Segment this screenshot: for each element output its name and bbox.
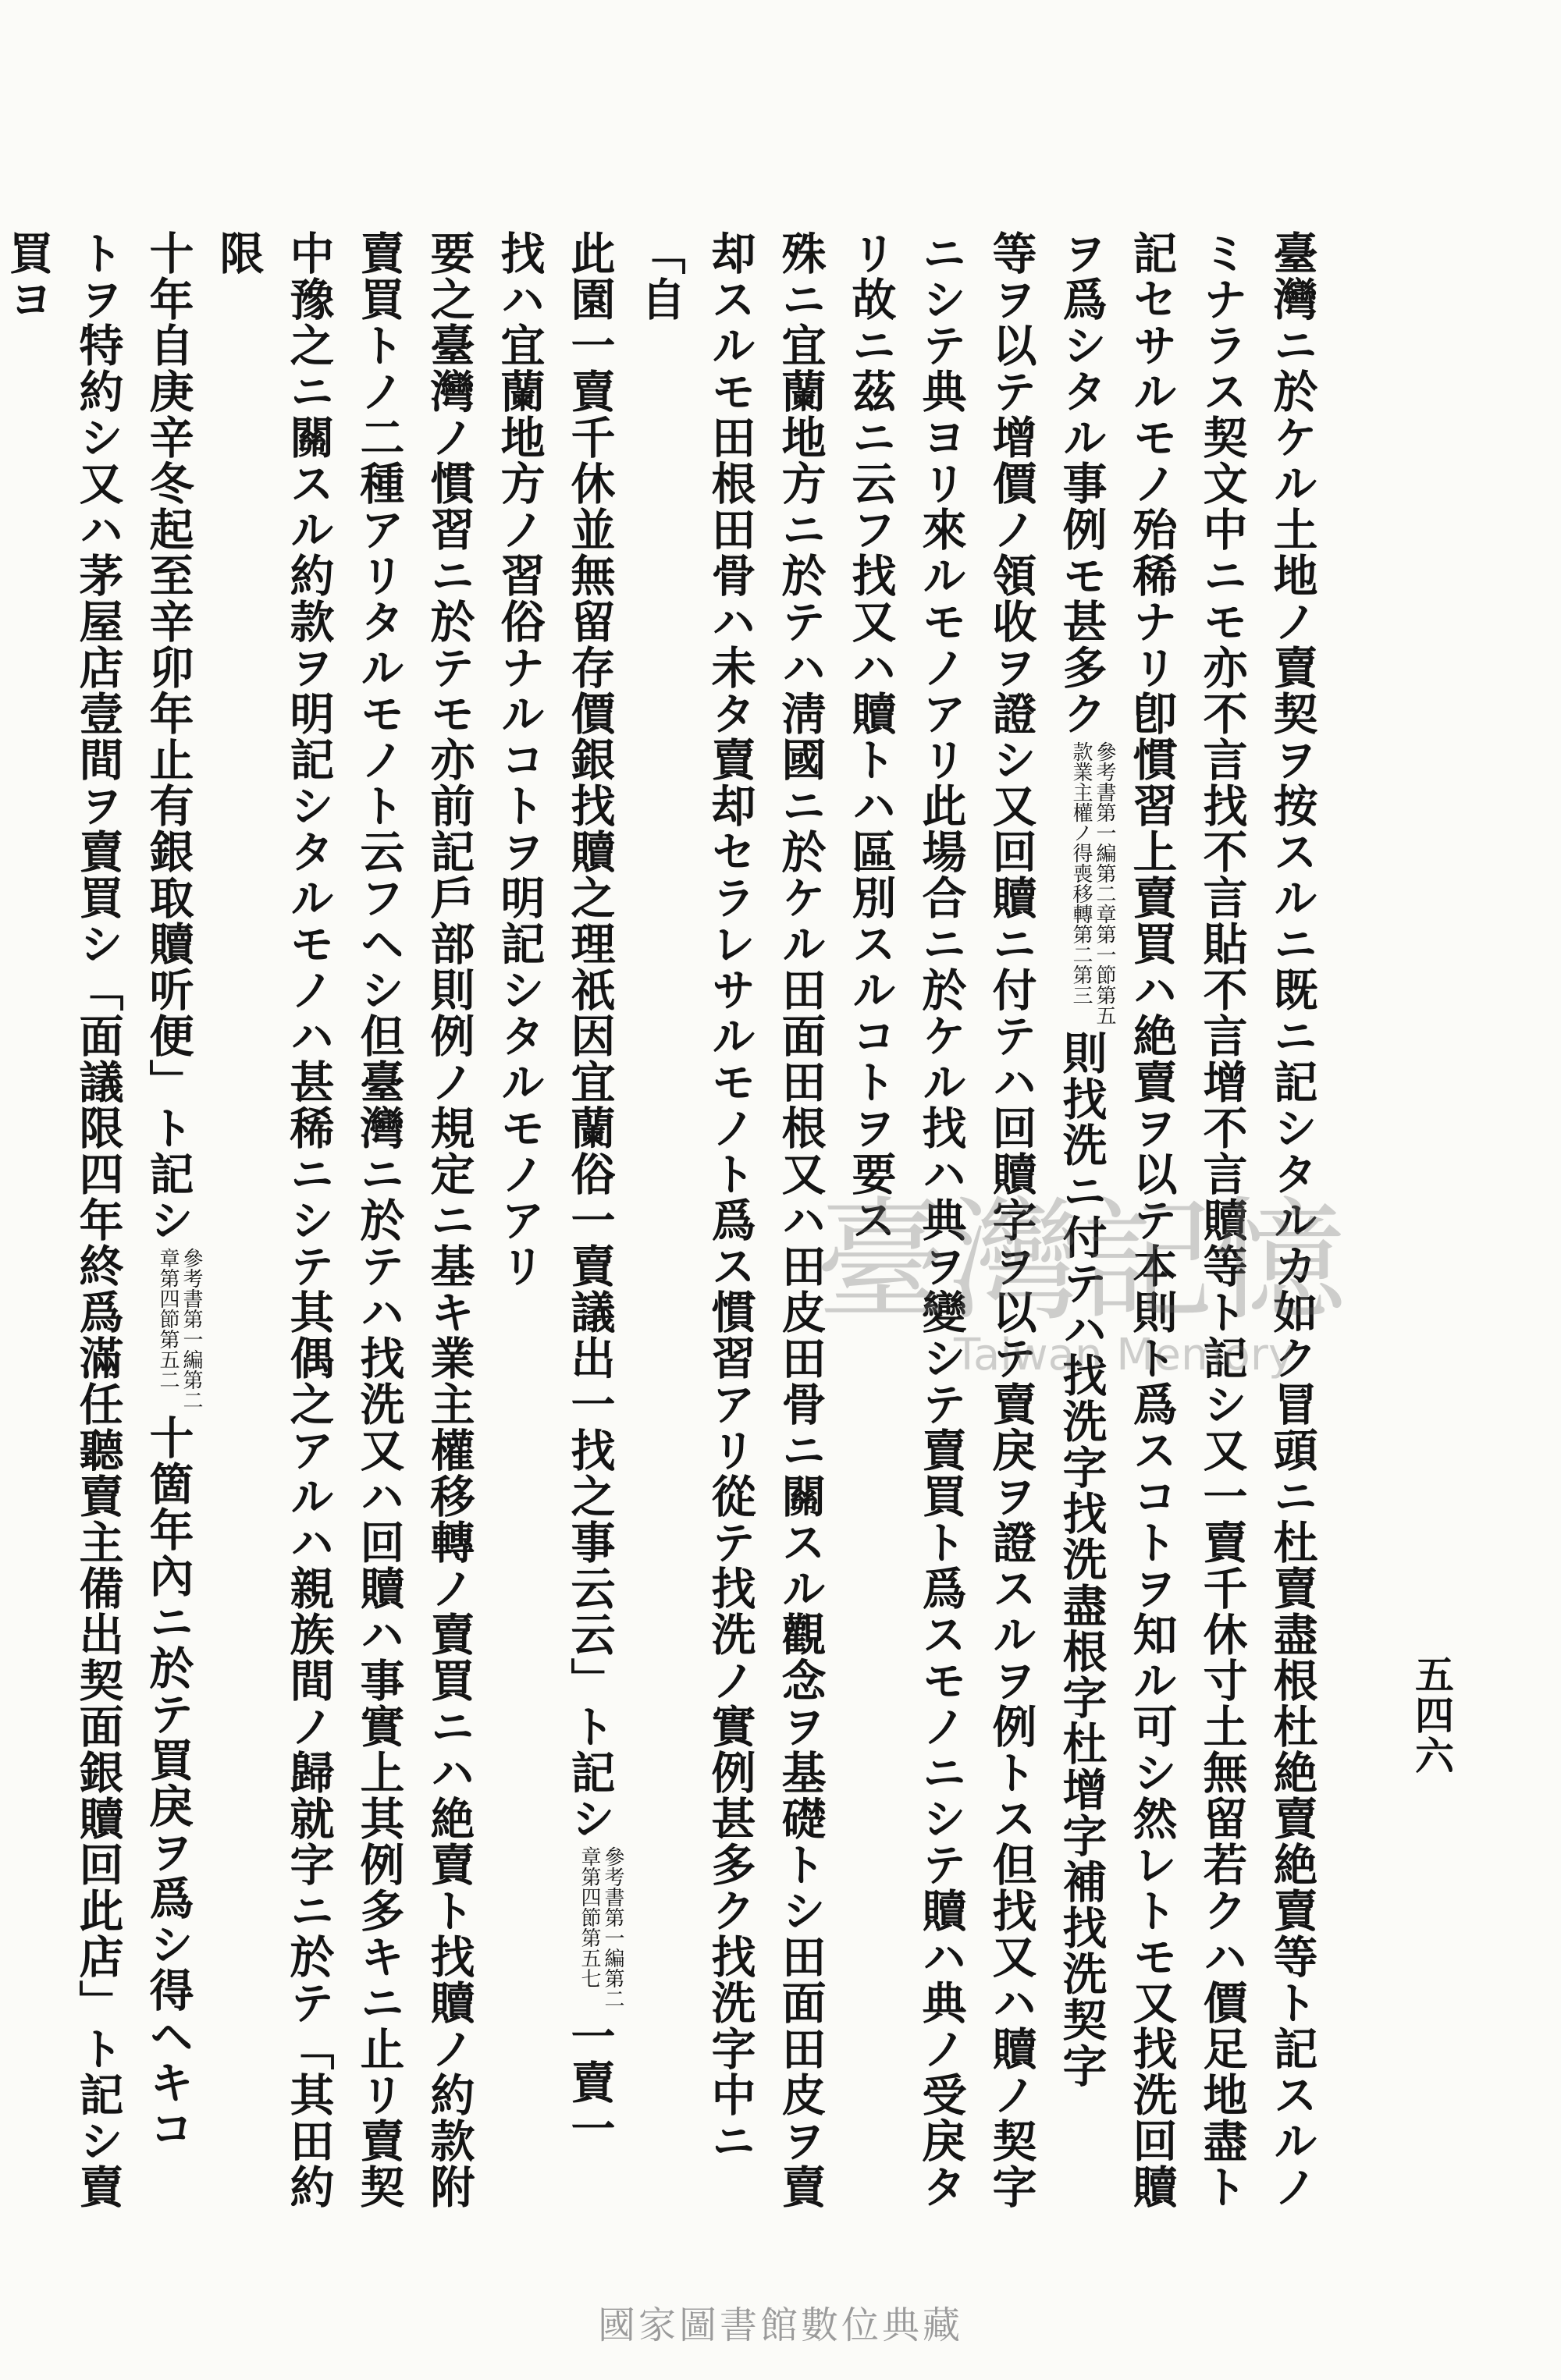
body-text <box>2 230 1327 2212</box>
text-line: 中豫之ニ關スル約款ヲ明記シタルモノハ甚稀ニシテ其偶之アルハ親族間ノ歸就字ニ於テ「其田約限 <box>212 230 335 2210</box>
text-line: 要之臺灣ノ慣習ニ於テモ亦前記戶部則例ノ規定ニ基キ業主權移轉ノ賣買ニハ絶賣ト找贖ノ約款附 <box>423 230 475 2210</box>
text-line: 臺灣ニ於ケル土地ノ賣契ヲ按スルニ既ニ記シタルカ如ク冒頭ニ杜賣盡根杜絶賣絶賣等ト記スルノ <box>1266 230 1318 2210</box>
text-line: リ故ニ茲ニ云フ找又ハ贖トハ區別スルコトヲ要ス <box>845 230 897 1243</box>
text-line: ニシテ典ヨリ來ルモノアリ此場合ニ於ケル找ハ典ヲ變シテ賣買ト爲スモノニシテ贖ハ典ノ受戾タ <box>915 230 967 2210</box>
text-line: 賣買トノ二種アリタルモノト云フヘシ但臺灣ニ於テハ找洗又ハ回贖ハ事實上其例多キニ止リ賣契 <box>353 230 405 2210</box>
text-line: ヲ爲シタル事例モ甚多ク 參考書第一編第二章第一節第五 款業主權ノ得喪移轉第二第三 則找洗ニ付テハ找洗字找洗盡根字杜增字補找洗契字 <box>1055 230 1116 2089</box>
text-line: 等ヲ以テ增價ノ領收ヲ證シ又回贖ニ付テハ回贖字ヲ以テ賣戾ヲ證スルヲ例トス但找又ハ贖ノ契字 <box>985 230 1037 2210</box>
text-line: 却スルモ田根田骨ハ未タ賣却セラレサルモノト爲ス慣習アリ從テ找洗ノ實例甚多ク找洗字中ニ「自 <box>634 230 756 2164</box>
reference-note: 參考書第一編第二 章第四節第五七 <box>578 1846 624 2009</box>
footer-credit: 國家圖書館數位典藏 <box>597 2304 963 2347</box>
page-number: 五四六 <box>1409 1654 1455 1776</box>
text-line: 殊ニ宜蘭地方ニ於テハ淸國ニ於ケル田面田根又ハ田皮田骨ニ關スル觀念ヲ基礎トシ田面田皮ヲ賣 <box>774 230 827 2210</box>
text-line: 十年自庚辛冬起至辛卯年止有銀取贖听便」ト記シ 參考書第一編第二 章第四節第五二 十箇年內ニ於テ買戾ヲ爲シ得ヘキコ <box>142 230 203 2151</box>
watermark-title: 臺灣記憶 <box>815 1185 1347 1339</box>
text-line: 此園一賣千休並無留存價銀找贖之理祇因宜蘭俗一賣議出一找之事云云」ト記シ 參考書第一編第二 章第四節第五七 一賣一 <box>564 230 624 2151</box>
text-line: トヲ特約シ又ハ茅屋店壹間ヲ賣買シ「面議限四年終爲滿任聽賣主備出契面銀贖回此店」ト記シ賣買ヨ <box>2 230 124 2210</box>
watermark-subtitle: Taiwan Memory <box>954 1330 1294 1380</box>
reference-note: 參考書第一編第二章第一節第五 款業主權ノ得喪移轉第二第三 <box>1069 741 1116 1025</box>
reference-note: 參考書第一編第二 章第四節第五二 <box>156 1248 203 1410</box>
text-line: 記セサルモノ殆稀ナリ卽慣習上賣買ハ絶賣ヲ以テ本則ト爲スコトヲ知ル可シ然レトモ又找洗回贖 <box>1125 230 1178 2210</box>
text-line: 找ハ宜蘭地方ノ習俗ナルコトヲ明記シタルモノアリ <box>493 230 546 1289</box>
text-line: ミナラス契文中ニモ亦不言找不言貼不言增不言贖等ト記シ又一賣千休寸土無留若クハ價足地盡ト <box>1196 230 1248 2210</box>
